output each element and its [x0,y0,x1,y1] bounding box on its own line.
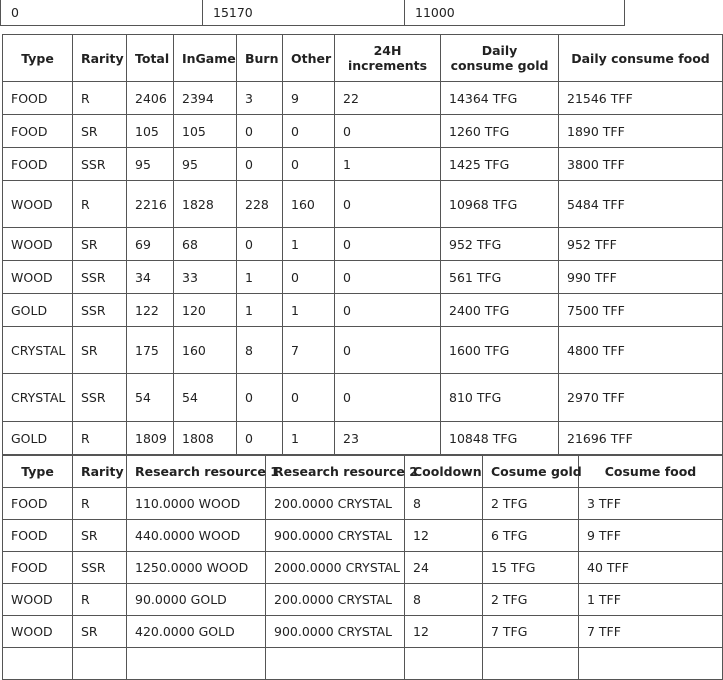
table-cell: R [73,488,127,520]
table-cell: 952 TFG [441,228,559,261]
table-cell: 7 TFG [483,616,579,648]
table-cell: 0 [335,181,441,228]
summary-cell: 0 [1,0,203,26]
table-cell: SR [73,520,127,552]
table-cell: 1 [283,422,335,455]
table-cell: 122 [127,294,174,327]
table-cell: 7 [283,327,335,374]
table-cell: 6 TFG [483,520,579,552]
table-cell: 160 [174,327,237,374]
table-cell: R [73,584,127,616]
table-cell: FOOD [3,148,73,181]
table-cell: FOOD [3,82,73,115]
table-cell: 228 [237,181,283,228]
table-cell: R [73,422,127,455]
table-cell: 14364 TFG [441,82,559,115]
column-header: Research resource 2 [266,456,405,488]
table-cell: 200.0000 CRYSTAL [266,584,405,616]
table-cell: 7500 TFF [559,294,723,327]
summary-cell: 15170 [203,0,405,26]
top-summary-strip [0,0,625,26]
column-header: Cosume gold [483,456,579,488]
table-cell [483,648,579,680]
table-cell: 90.0000 GOLD [127,584,266,616]
column-header: Type [3,35,73,82]
table-cell: 105 [127,115,174,148]
table-cell: 160 [283,181,335,228]
research-cost-table [2,455,723,680]
table-cell: 2394 [174,82,237,115]
column-header: Total [127,35,174,82]
table-cell [127,648,266,680]
table-cell: 0 [283,374,335,422]
table-cell: 3 [237,82,283,115]
table-cell: 1250.0000 WOOD [127,552,266,584]
table-cell: 0 [237,374,283,422]
table-cell: 0 [335,374,441,422]
table-cell: R [73,82,127,115]
table-cell: 8 [405,584,483,616]
table-row [3,228,723,261]
table-cell: 1 TFF [579,584,723,616]
table-cell: FOOD [3,488,73,520]
table-cell: SSR [73,261,127,294]
table-cell: SSR [73,552,127,584]
table-row [3,374,723,422]
table-cell: GOLD [3,294,73,327]
table-row [3,115,723,148]
table-cell: 23 [335,422,441,455]
header-row [3,35,723,82]
table-cell: 4800 TFF [559,327,723,374]
column-header: Other [283,35,335,82]
table-cell: 34 [127,261,174,294]
table-cell: 900.0000 CRYSTAL [266,616,405,648]
table-cell: 175 [127,327,174,374]
table-cell: 1 [283,294,335,327]
column-header: Cosume food [579,456,723,488]
table-cell: 0 [335,115,441,148]
table-cell: 990 TFF [559,261,723,294]
table-cell: 810 TFG [441,374,559,422]
table-cell: 2 TFG [483,584,579,616]
table-cell: 1809 [127,422,174,455]
table-cell: SR [73,115,127,148]
table-cell: GOLD [3,422,73,455]
table-cell: 21546 TFF [559,82,723,115]
table-cell: 120 [174,294,237,327]
table-cell: 952 TFF [559,228,723,261]
column-header: Burn [237,35,283,82]
table-cell: 7 TFF [579,616,723,648]
table-row [3,648,723,680]
table-cell: 2216 [127,181,174,228]
table-cell: 22 [335,82,441,115]
table-cell: 33 [174,261,237,294]
table-cell: 8 [405,488,483,520]
column-header: Research resource 1 [127,456,266,488]
table-cell: 2 TFG [483,488,579,520]
table-cell: WOOD [3,616,73,648]
table-cell: 3 TFF [579,488,723,520]
table-cell [266,648,405,680]
table-cell: 110.0000 WOOD [127,488,266,520]
table-cell: WOOD [3,181,73,228]
table-row [3,616,723,648]
table-cell: 440.0000 WOOD [127,520,266,552]
table-cell: 0 [237,228,283,261]
table-cell [3,648,73,680]
column-header: InGame [174,35,237,82]
table-cell: 1808 [174,422,237,455]
table-cell: WOOD [3,261,73,294]
table-cell: 12 [405,616,483,648]
table-cell: 0 [237,115,283,148]
table-cell: 0 [335,261,441,294]
table-cell: WOOD [3,228,73,261]
column-header: Rarity [73,456,127,488]
table-cell: 9 [283,82,335,115]
table-row [3,327,723,374]
column-header: Daily consume food [559,35,723,82]
table-cell: 420.0000 GOLD [127,616,266,648]
table-cell: 0 [335,228,441,261]
table-cell: 0 [237,422,283,455]
table-row [3,294,723,327]
table-cell: SSR [73,294,127,327]
table-cell: 0 [335,327,441,374]
table-cell: 0 [237,148,283,181]
table-row [3,148,723,181]
table-cell: CRYSTAL [3,374,73,422]
table-cell: 561 TFG [441,261,559,294]
column-header: Type [3,456,73,488]
table-cell: 95 [127,148,174,181]
table-cell: 3800 TFF [559,148,723,181]
table-cell: 9 TFF [579,520,723,552]
table-cell: 54 [127,374,174,422]
table-cell: 1600 TFG [441,327,559,374]
table-row [3,181,723,228]
column-header: Daily consume gold [441,35,559,82]
table-cell: SSR [73,148,127,181]
table-cell: CRYSTAL [3,327,73,374]
table-cell: 1 [237,261,283,294]
table-row [3,488,723,520]
table-row [3,82,723,115]
table-cell: 0 [283,148,335,181]
table-cell [579,648,723,680]
table-cell: 12 [405,520,483,552]
table-cell: 1 [335,148,441,181]
table-row [3,261,723,294]
header-row [3,456,723,488]
table-cell: 0 [283,115,335,148]
table-cell: 24 [405,552,483,584]
column-header: 24H increments [335,35,441,82]
table-cell: R [73,181,127,228]
table-row [3,520,723,552]
table-cell: 95 [174,148,237,181]
table-cell: FOOD [3,115,73,148]
table-cell: 200.0000 CRYSTAL [266,488,405,520]
table-cell: 10848 TFG [441,422,559,455]
table-cell: 1 [237,294,283,327]
table-cell [405,648,483,680]
table-cell: 1260 TFG [441,115,559,148]
table-row [3,422,723,455]
column-header: Cooldown [405,456,483,488]
table-cell: 0 [335,294,441,327]
table-cell: 5484 TFF [559,181,723,228]
table-cell: 900.0000 CRYSTAL [266,520,405,552]
table-cell: 1890 TFF [559,115,723,148]
table-cell [73,648,127,680]
table-cell: 2000.0000 CRYSTAL [266,552,405,584]
table-cell: 2400 TFG [441,294,559,327]
table-cell: 54 [174,374,237,422]
column-header: Rarity [73,35,127,82]
table-cell: WOOD [3,584,73,616]
table-cell: FOOD [3,520,73,552]
table-row [3,552,723,584]
table-cell: 2970 TFF [559,374,723,422]
table-cell: 8 [237,327,283,374]
table-cell: SR [73,327,127,374]
table-cell: SR [73,616,127,648]
table-cell: FOOD [3,552,73,584]
table-cell: 1 [283,228,335,261]
table-cell: 2406 [127,82,174,115]
table-cell: 21696 TFF [559,422,723,455]
table-cell: 1425 TFG [441,148,559,181]
table-cell: 69 [127,228,174,261]
table-cell: 40 TFF [579,552,723,584]
table-cell: 105 [174,115,237,148]
table-cell: 15 TFG [483,552,579,584]
table-row [3,584,723,616]
table-cell: 1828 [174,181,237,228]
table-cell: 68 [174,228,237,261]
summary-cell: 11000 [405,0,625,26]
table-cell: 0 [283,261,335,294]
summary-row [1,0,625,26]
table-cell: SSR [73,374,127,422]
table-cell: 10968 TFG [441,181,559,228]
card-stats-table [2,34,723,455]
table-cell: SR [73,228,127,261]
